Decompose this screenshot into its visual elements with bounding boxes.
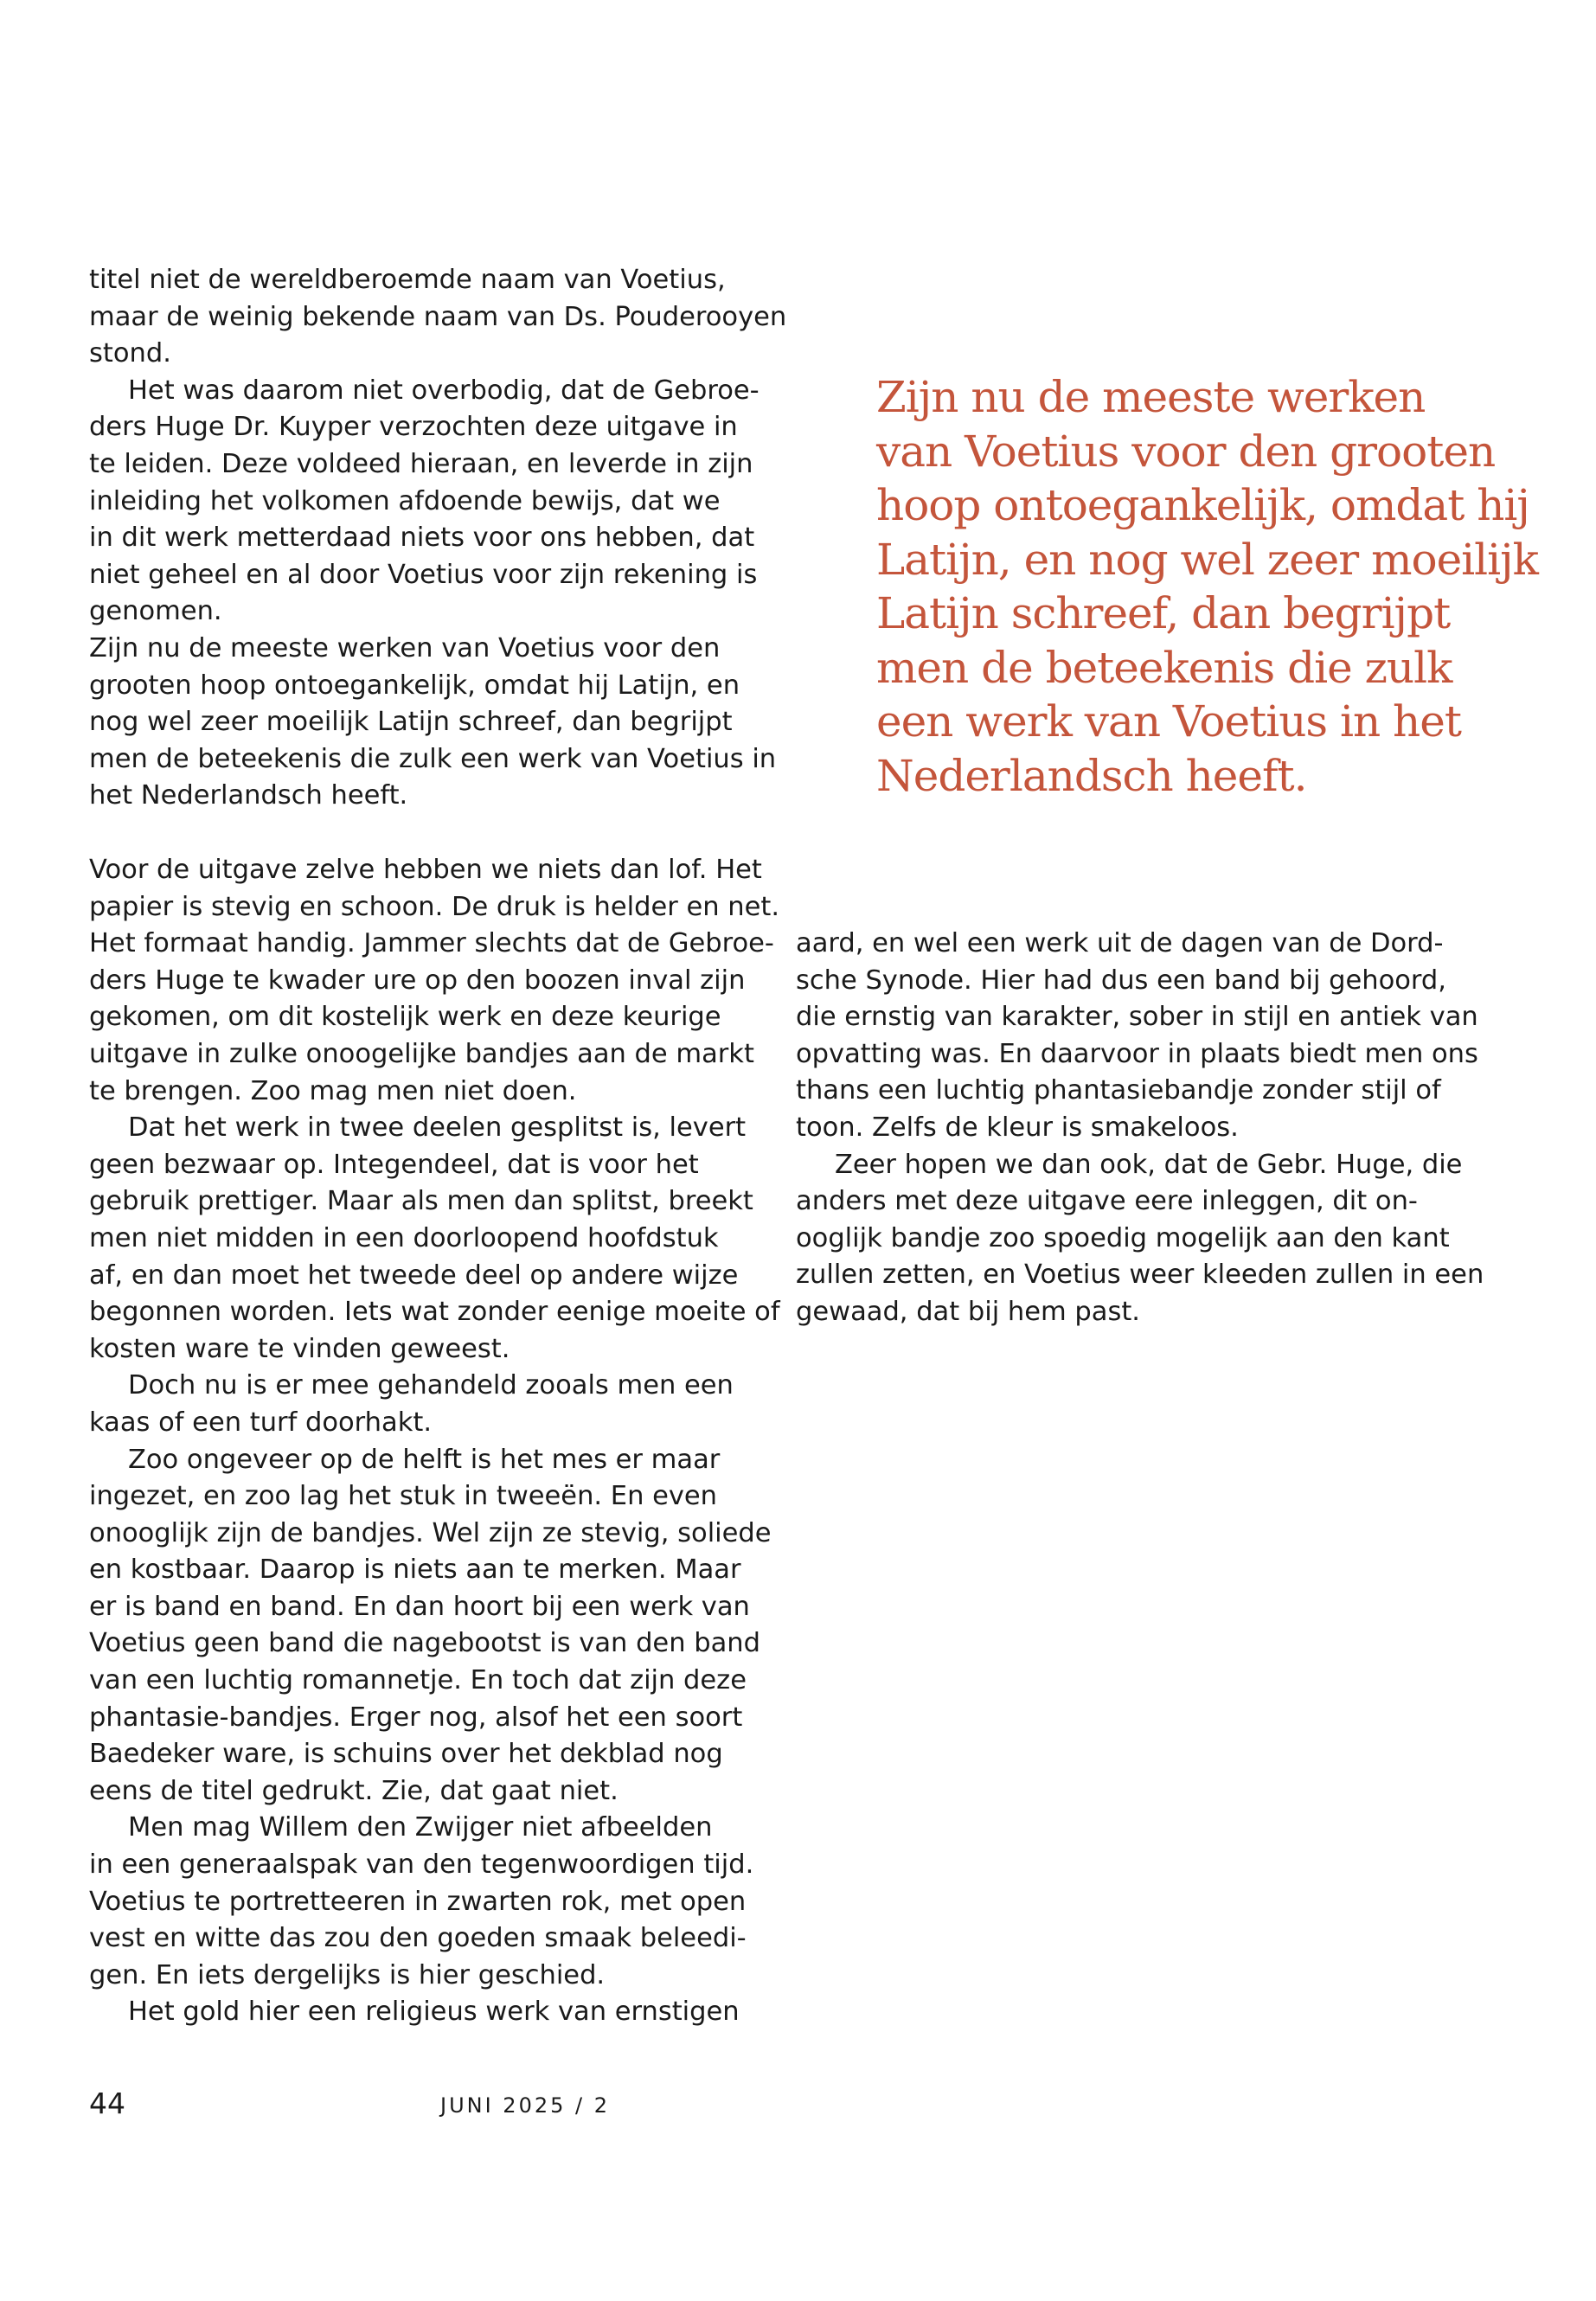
text-line: ingezet, en zoo lag het stuk in tweeën. En even bbox=[89, 1481, 717, 1512]
text-line: men de beteekenis die zulk een werk van Voetius in bbox=[89, 743, 777, 774]
pull-quote-line: Latijn schreef, dan begrijpt bbox=[876, 588, 1451, 638]
text-line: Zijn nu de meeste werken van Voetius voor den bbox=[89, 632, 721, 663]
text-line: gen. En iets dergelijks is hier geschied. bbox=[89, 1959, 606, 1990]
pull-quote-line: Zijn nu de meeste werken bbox=[876, 372, 1426, 422]
text-line: nog wel zeer moeilijk Latijn schreef, dan begrijpt bbox=[89, 707, 733, 738]
text-line: te leiden. Deze voldeed hieraan, en leverde in zijn bbox=[89, 448, 753, 479]
article-column-left-bottom bbox=[89, 852, 780, 2031]
text-line: inleiding het volkomen afdoende bewijs, dat we bbox=[89, 485, 721, 516]
text-line: onooglijk zijn de bandjes. Wel zijn ze stevig, soliede bbox=[89, 1517, 772, 1548]
text-line: gebruik prettiger. Maar als men dan splitst, breekt bbox=[89, 1186, 753, 1217]
pull-quote bbox=[876, 370, 1538, 803]
text-line: stond. bbox=[89, 338, 171, 369]
text-line: vest en witte das zou den goeden smaak beleedi- bbox=[89, 1923, 747, 1954]
text-line: sche Synode. Hier had dus een band bij gehoord, bbox=[796, 965, 1446, 996]
text-line: ders Huge Dr. Kuyper verzochten deze uitgave in bbox=[89, 412, 738, 443]
text-line: Baedeker ware, is schuins over het dekblad nog bbox=[89, 1739, 723, 1770]
text-line: papier is stevig en schoon. De druk is helder en net. bbox=[89, 891, 780, 922]
text-line: aard, en wel een werk uit de dagen van de Dord- bbox=[796, 928, 1444, 958]
article-column-right bbox=[796, 926, 1484, 1331]
text-line: ders Huge te kwader ure op den boozen inval zijn bbox=[89, 965, 746, 996]
text-line: in een generaalspak van den tegenwoordigen tijd. bbox=[89, 1849, 754, 1881]
page-number: 44 bbox=[89, 2086, 125, 2120]
pull-quote-line: Nederlandsch heeft. bbox=[876, 750, 1307, 801]
text-line: Voor de uitgave zelve hebben we niets dan lof. Het bbox=[89, 855, 762, 885]
text-line: eens de titel gedrukt. Zie, dat gaat niet. bbox=[89, 1775, 619, 1806]
text-line: Zeer hopen we dan ook, dat de Gebr. Huge, die bbox=[835, 1149, 1463, 1180]
text-line: van een luchtig romannetje. En toch dat zijn deze bbox=[89, 1665, 747, 1696]
issue-label: JUNI 2025 / 2 bbox=[440, 2093, 610, 2118]
text-line: geen bezwaar op. Integendeel, dat is voor het bbox=[89, 1149, 699, 1180]
pull-quote-line: een werk van Voetius in het bbox=[876, 696, 1461, 747]
text-line: maar de weinig bekende naam van Ds. Pouderooyen bbox=[89, 301, 787, 332]
text-line: ooglijk bandje zoo spoedig mogelijk aan den kant bbox=[796, 1222, 1450, 1253]
text-line: begonnen worden. Iets wat zonder eenige moeite of bbox=[89, 1297, 780, 1328]
text-line: het Nederlandsch heeft. bbox=[89, 780, 408, 811]
text-line: niet geheel en al door Voetius voor zijn rekening is bbox=[89, 559, 758, 590]
text-line: men niet midden in een doorloopend hoofdstuk bbox=[89, 1222, 719, 1253]
text-line: titel niet de wereldberoemde naam van Voetius, bbox=[89, 265, 726, 295]
text-line: Voetius te portretteeren in zwarten rok, met open bbox=[89, 1886, 747, 1917]
text-line: grooten hoop ontoegankelijk, omdat hij Latijn, en bbox=[89, 670, 740, 701]
text-line: phantasie-bandjes. Erger nog, alsof het een soort bbox=[89, 1702, 743, 1733]
pull-quote-line: men de beteekenis die zulk bbox=[876, 642, 1452, 693]
text-line: thans een luchtig phantasiebandje zonder stijl of bbox=[796, 1075, 1441, 1106]
text-line: af, en dan moet het tweede deel op andere wijze bbox=[89, 1259, 739, 1291]
text-line: in dit werk metterdaad niets voor ons hebben, dat bbox=[89, 522, 755, 554]
text-line: en kostbaar. Daarop is niets aan te merken. Maar bbox=[89, 1554, 741, 1586]
text-line: Doch nu is er mee gehandeld zooals men een bbox=[128, 1370, 734, 1401]
text-line: zullen zetten, en Voetius weer kleeden zullen in een bbox=[796, 1259, 1484, 1291]
text-line: Het was daarom niet overbodig, dat de Gebroe- bbox=[128, 375, 760, 406]
text-line: die ernstig van karakter, sober in stijl en antiek van bbox=[796, 1002, 1478, 1033]
text-line: gekomen, om dit kostelijk werk en deze keurige bbox=[89, 1002, 721, 1033]
text-line: Het gold hier een religieus werk van ernstigen bbox=[128, 1997, 740, 2028]
text-line: anders met deze uitgave eere inleggen, dit on- bbox=[796, 1186, 1418, 1217]
text-line: Voetius geen band die nagebootst is van den band bbox=[89, 1628, 760, 1659]
text-line: uitgave in zulke onoogelijke bandjes aan de markt bbox=[89, 1038, 754, 1069]
text-line: Het formaat handig. Jammer slechts dat de Gebroe- bbox=[89, 928, 774, 959]
text-line: te brengen. Zoo mag men niet doen. bbox=[89, 1075, 577, 1106]
text-line: genomen. bbox=[89, 596, 222, 627]
article-column-left-top bbox=[89, 262, 787, 815]
pull-quote-line: van Voetius voor den grooten bbox=[876, 426, 1496, 477]
text-line: opvatting was. En daarvoor in plaats biedt men ons bbox=[796, 1038, 1478, 1069]
text-line: gewaad, dat bij hem past. bbox=[796, 1296, 1141, 1327]
text-line: Zoo ongeveer op de helft is het mes er maar bbox=[128, 1444, 721, 1475]
text-line: er is band en band. En dan hoort bij een werk van bbox=[89, 1591, 750, 1622]
text-line: Men mag Willem den Zwijger niet afbeelden bbox=[128, 1812, 713, 1843]
text-line: kosten ware te vinden geweest. bbox=[89, 1333, 510, 1364]
text-line: Dat het werk in twee deelen gesplitst is, levert bbox=[128, 1112, 747, 1144]
text-line: kaas of een turf doorhakt. bbox=[89, 1407, 433, 1438]
pull-quote-line: Latijn, en nog wel zeer moeilijk bbox=[876, 534, 1538, 585]
pull-quote-line: hoop ontoegankelijk, omdat hij bbox=[876, 480, 1529, 530]
text-line: toon. Zelfs de kleur is smakeloos. bbox=[796, 1112, 1239, 1143]
